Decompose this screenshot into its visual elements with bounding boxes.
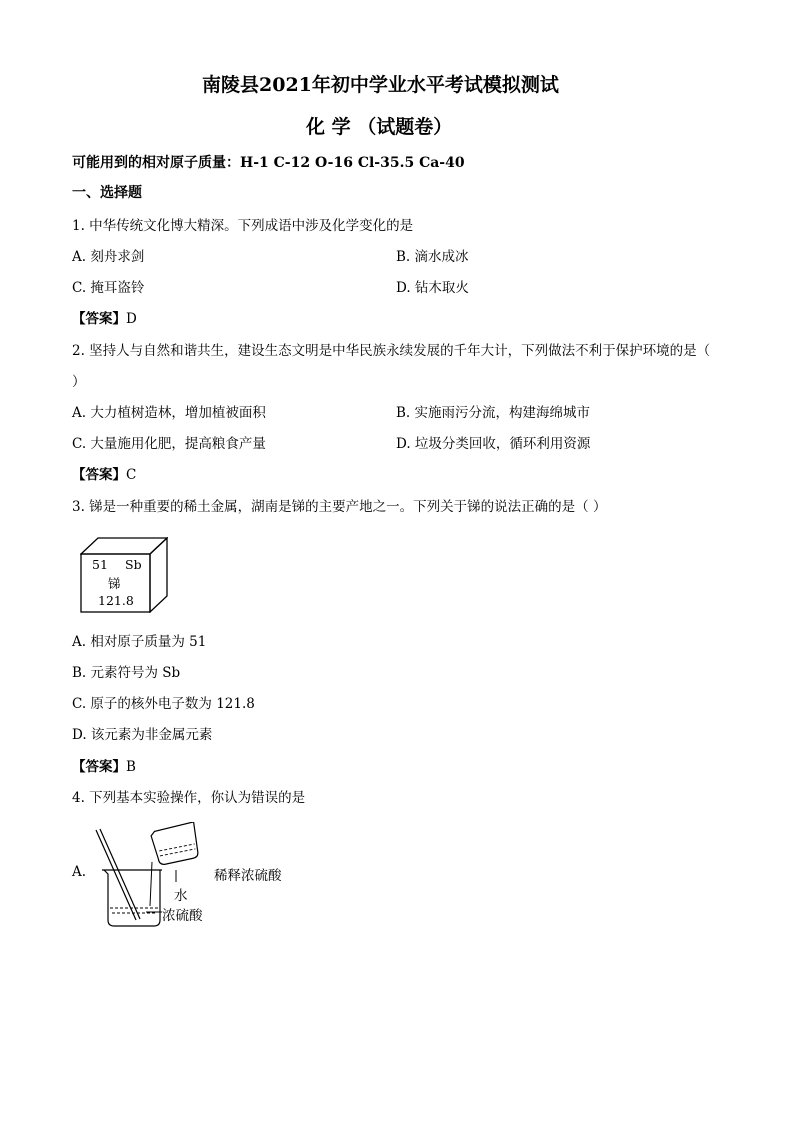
question-3-answer [72, 755, 136, 775]
answer-value: B [126, 759, 136, 775]
atomic-masses: 可能用到的相对原子质量：H-1 C-12 O-16 Cl-35.5 Ca-40 [72, 155, 465, 171]
beaker-illustration [90, 822, 320, 932]
question-1-answer [72, 307, 137, 327]
question-4-option-a-label: A. [72, 864, 87, 880]
element-card [80, 537, 168, 613]
element-name: 锑 [108, 576, 121, 591]
question-2-answer [72, 463, 136, 483]
question-2-option-b: B. 实施雨污分流，构建海绵城市 [396, 405, 591, 421]
question-3-option-c: C. 原子的核外电子数为 121.8 [72, 696, 255, 712]
question-2-stem-cont: ） [72, 374, 86, 390]
question-2-option-c: C. 大量施用化肥，提高粮食产量 [72, 436, 266, 452]
question-1-option-c: C. 掩耳盗铃 [72, 280, 145, 296]
question-1-option-d: D. 钻木取火 [396, 280, 469, 296]
answer-tag: 【答案】 [72, 759, 126, 775]
answer-tag: 【答案】 [72, 311, 126, 327]
element-symbol: Sb [125, 557, 142, 572]
section-heading: 一、选择题 [72, 185, 142, 201]
question-2-option-a: A. 大力植树造林，增加植被面积 [72, 405, 266, 421]
answer-value: C [126, 467, 137, 483]
element-atomic-number: 51 [92, 557, 108, 572]
water-label: 水 [174, 888, 188, 904]
question-1-option-b: B. 滴水成冰 [396, 249, 469, 265]
dilution-diagram [90, 822, 320, 932]
answer-tag: 【答案】 [72, 467, 126, 483]
question-3-option-d: D. 该元素为非金属元素 [72, 727, 213, 743]
exam-title: 南陵县2021年初中学业水平考试模拟测试 [202, 74, 559, 96]
question-4-stem: 4. 下列基本实验操作，你认为错误的是 [72, 790, 306, 806]
element-atomic-mass: 121.8 [98, 593, 134, 608]
question-1-option-a: A. 刻舟求剑 [72, 249, 145, 265]
question-1-stem: 1. 中华传统文化博大精深。下列成语中涉及化学变化的是 [72, 218, 414, 234]
question-2-stem: 2. 坚持人与自然和谐共生，建设生态文明是中华民族永续发展的千年大计，下列做法不利于保护环境的是（ [72, 343, 711, 359]
acid-label: 浓硫酸 [162, 908, 203, 924]
question-3-option-b: B. 元素符号为 Sb [72, 665, 181, 681]
question-3-stem: 3. 锑是一种重要的稀土金属，湖南是锑的主要产地之一。下列关于锑的说法正确的是（ ） [72, 499, 607, 515]
exam-subtitle: 化 学 （试题卷） [306, 116, 453, 138]
question-3-option-a: A. 相对原子质量为 51 [72, 634, 207, 650]
question-2-option-d: D. 垃圾分类回收，循环利用资源 [396, 436, 591, 452]
answer-value: D [126, 311, 137, 327]
diagram-caption: 稀释浓硫酸 [214, 868, 282, 884]
